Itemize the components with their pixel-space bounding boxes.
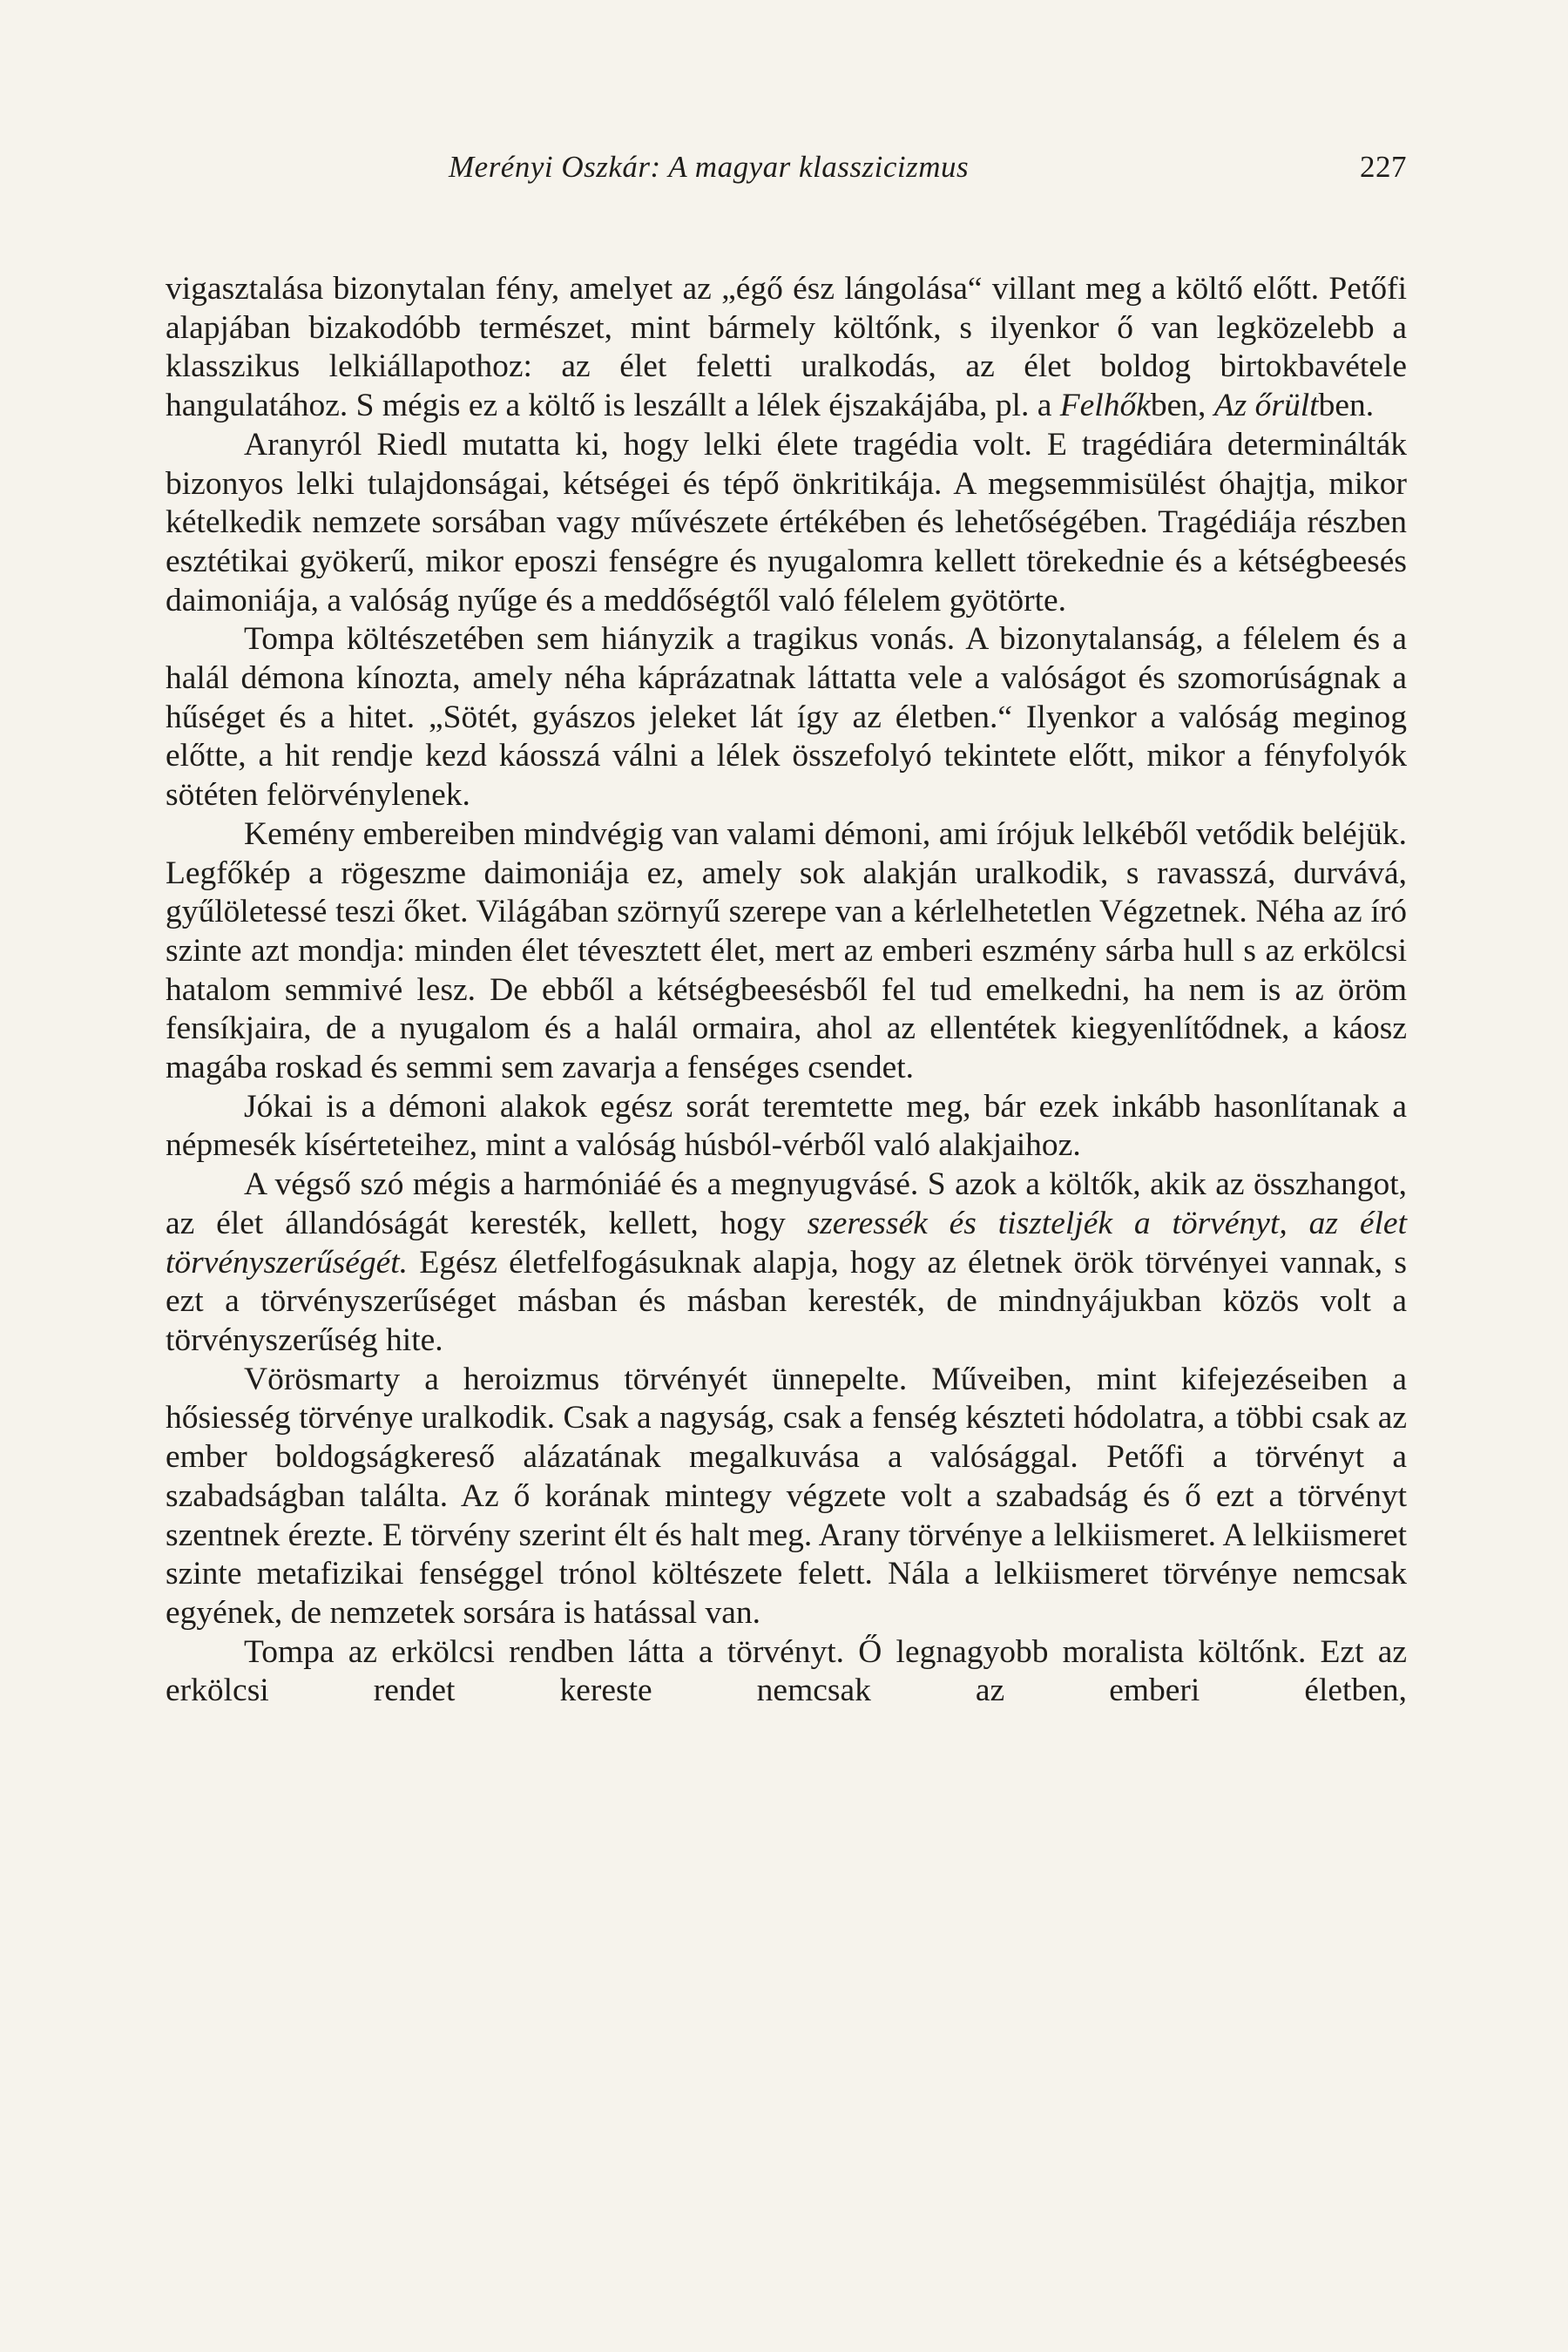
paragraph-kemeny: Kemény embereiben mindvégig van valami démoni, ami írójuk lelkéből vetődik beléjük. Legfőkép a rögeszme daimoniája ez, amely sok alakján uralkodik, s ravasszá, durvává, gyűlöletessé teszi őket. Világában szörnyű szerepe van a kérlelhetetlen Végzetnek. Néha az író szinte azt mondja: minden élet tévesztett élet, mert az emberi eszmény sárba hull s az erkölcsi hatalom semmivé lesz. De ebből a kétségbeesésből fel tud emelkedni, ha nem is az öröm fensíkjaira, de a nyugalom és a halál ormaira, ahol az ellentétek kiegyenlítődnek, a káosz magába roskad és semmi sem zavarja a fenséges csendet. [166, 815, 1407, 1086]
paragraph-text: ben. [1318, 388, 1375, 424]
paragraph-text: ben, [1150, 388, 1214, 424]
paragraph-tompa-moral: Tompa az erkölcsi rendben látta a törvényt. Ő legnagyobb moralista költőnk. Ezt az erkölcsi rendet kereste nemcsak az emberi életben, [166, 1633, 1407, 1709]
italic-title-az-orult: Az őrült [1213, 388, 1319, 424]
page-number: 227 [1360, 150, 1407, 184]
paragraph-text: vigasztalása bizonytalan fény, amelyet az „égő ész lángolása“ villant meg a költő előtt. Petőfi alapjában bizakodóbb természet, mint bármely költőnk, s ilyenkor ő van legközelebb a klasszikus lelkiállapothoz: az élet feletti uralkodás, az élet boldog birtokbavétele hangulatához. S mégis ez a költő is leszállt a lélek éjszakájába, pl. a [166, 271, 1407, 424]
paragraph-jokai: Jókai is a démoni alakok egész sorát teremtette meg, bár ezek inkább hasonlítanak a népmesék kísérteteihez, mint a valóság húsból-vérből való alakjaihoz. [166, 1088, 1407, 1164]
paragraph-text: Egész életfelfogásuknak alapja, hogy az életnek örök törvényei vannak, s ezt a törvényszerűséget másban és másban keresték, de mindnyájukban közös volt a törvényszerűség hite. [166, 1244, 1407, 1358]
paragraph-tompa: Tompa költészetében sem hiányzik a tragikus vonás. A bizonytalanság, a félelem és a halál démona kínozta, amely néha káprázatnak láttatta vele a valóságot és szomorúságnak a hűséget és a hitet. „Sötét, gyászos jeleket lát így az életben.“ Ilyenkor a valóság meginog előtte, a hit rendje kezd káosszá válni a lélek összefolyó tekintete előtt, mikor a fényfolyók sötéten felörvénylenek. [166, 621, 1407, 814]
italic-emphasis: szeressék és tiszteljék a törvényt, az élet törvényszerűségét. [166, 1205, 1407, 1281]
paragraph-arany: Aranyról Riedl mutatta ki, hogy lelki élete tragédia volt. E tragédiára determinálták bizonyos lelki tulajdonságai, kétségei és tépő önkritikája. A megsemmisülést óhajtja, mikor kételkedik nemzete sorsában vagy művészete értékében és lehetőségében. Tragédiája részben esztétikai gyökerű, mikor eposzi fenségre és nyugalomra kellett törekednie és a kétségbeesés daimoniája, a valóság nyűge és a meddőségtől való félelem gyötörte. [166, 426, 1407, 618]
paragraph-text: A végső szó mégis a harmóniáé és a megnyugvásé. S azok a költők, akik az összhangot, az élet állandóságát keresték, kellett, hogy [166, 1166, 1407, 1241]
paragraph-petofi [166, 270, 1407, 426]
italic-title-felhok: Felhők [1059, 388, 1151, 424]
paragraph-harmonia [166, 1166, 1407, 1361]
page-header [166, 150, 1407, 193]
body-text [166, 270, 1407, 1711]
running-title: Merényi Oszkár: A magyar klasszicizmus [449, 150, 970, 184]
paragraph-vorosmarty: Vörösmarty a heroizmus törvényét ünnepelte. Műveiben, mint kifejezéseiben a hősiesség törvénye uralkodik. Csak a nagyság, csak a fenség készteti hódolatra, a többi csak az ember boldogságkereső alázatának megalkuvása a valósággal. Petőfi a törvényt a szabadságban találta. Az ő korának mintegy végzete volt a szabadság és ő ezt a törvényt szentnek érezte. E törvény szerint élt és halt meg. Arany törvénye a lelkiismeret. A lelkiismeret szinte metafizikai fenséggel trónol költészete felett. Nála a lelkiismeret törvénye nemcsak egyének, de nemzetek sorsára is hatással van. [166, 1361, 1407, 1631]
